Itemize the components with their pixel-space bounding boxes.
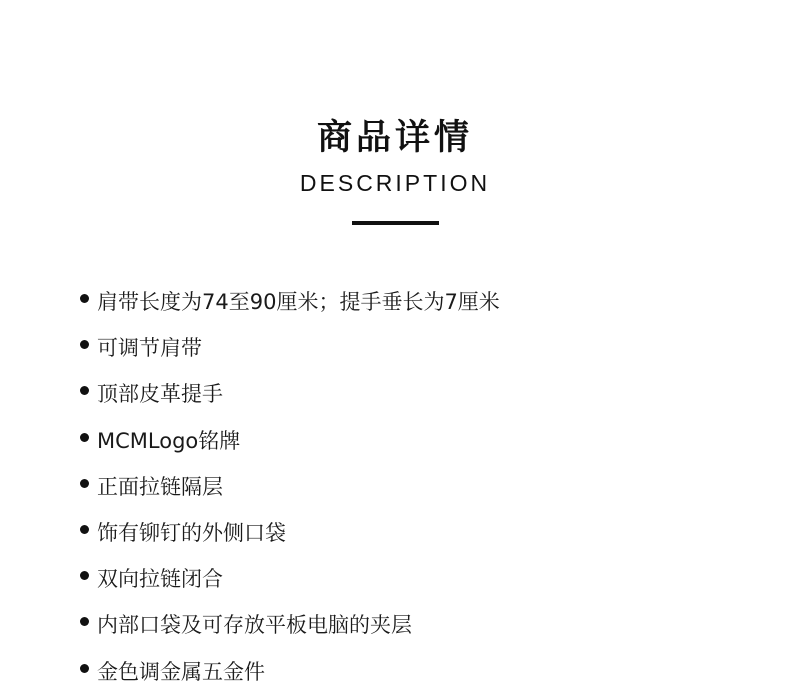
bullet-icon — [80, 617, 89, 626]
feature-text: 饰有铆钉的外侧口袋 — [97, 520, 286, 545]
bullet-icon — [80, 340, 89, 349]
feature-text: MCMLogo铭牌 — [97, 428, 241, 453]
bullet-icon — [80, 571, 89, 580]
section-subtitle: DESCRIPTION — [299, 170, 491, 196]
feature-text: 内部口袋及可存放平板电脑的夹层 — [97, 613, 412, 638]
feature-text: 正面拉链隔层 — [97, 474, 223, 499]
feature-text: 顶部皮革提手 — [97, 382, 223, 407]
bullet-icon — [80, 294, 89, 303]
feature-text: 双向拉链闭合 — [97, 567, 223, 592]
bullet-icon — [80, 386, 89, 395]
feature-text: 肩带长度为74至90厘米；提手垂长为7厘米 — [97, 290, 500, 314]
feature-text: 金色调金属五金件 — [97, 659, 265, 684]
bullet-icon — [80, 433, 89, 442]
section-title: 商品详情 — [316, 118, 473, 158]
bullet-icon — [80, 479, 89, 488]
title-divider — [352, 221, 439, 225]
bullet-icon — [80, 525, 89, 534]
feature-text: 可调节肩带 — [97, 336, 202, 361]
bullet-icon — [80, 664, 89, 673]
